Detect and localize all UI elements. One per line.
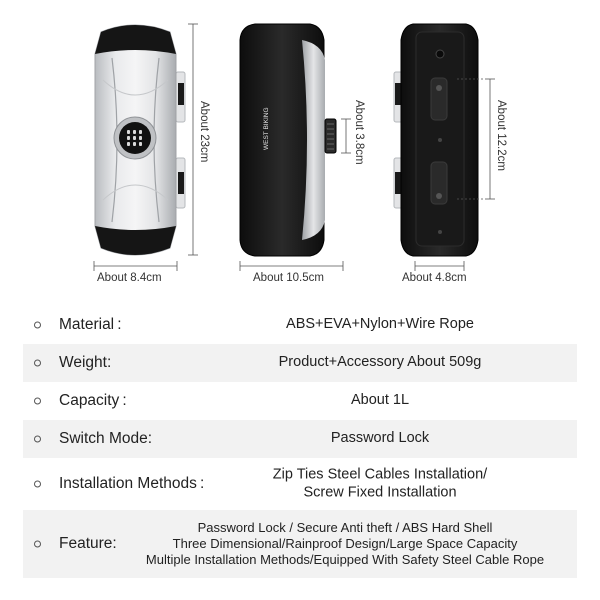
- spec-label: Capacity :: [59, 392, 127, 409]
- spec-row-switch-mode: [23, 420, 577, 458]
- spec-row-installation: [23, 458, 577, 510]
- spec-label: Weight:: [59, 354, 112, 371]
- spec-row-capacity: [23, 382, 577, 420]
- back-mount-label: About 12.2cm: [495, 100, 507, 171]
- side-width-label: About 10.5cm: [253, 272, 324, 284]
- bullet-icon: [34, 481, 41, 488]
- side-view: [240, 24, 336, 256]
- spec-value: Password Lock: [330, 430, 430, 447]
- bullet-icon: [34, 436, 41, 443]
- spec-row-material: [23, 306, 577, 344]
- spec-label: Switch Mode:: [59, 430, 153, 447]
- spec-label: Installation Methods :: [59, 475, 205, 492]
- front-width-label: About 8.4cm: [97, 272, 162, 284]
- bullet-icon: [34, 541, 41, 548]
- spec-label: Material :: [59, 316, 122, 333]
- spec-value: Password Lock / Secure Anti theft / ABS Hard Shell Three Dimensional/Rainproof Design/Large Space Capacity Multiple Installation Methods/Equipped With Safety Steel Cable Rope: [145, 520, 545, 567]
- spec-value: Zip Ties Steel Cables Installation/ Screw Fixed Installation: [272, 466, 488, 500]
- spec-value: About 1L: [350, 392, 410, 409]
- brand-logo: WEST BIKING: [263, 107, 270, 150]
- bullet-icon: [34, 398, 41, 405]
- bullet-icon: [34, 322, 41, 329]
- bullet-icon: [34, 360, 41, 367]
- spec-label: Feature:: [59, 535, 117, 552]
- spec-value: ABS+EVA+Nylon+Wire Rope: [286, 316, 474, 333]
- side-knob-label: About 3.8cm: [353, 100, 365, 165]
- mount-slot-top: [431, 78, 447, 120]
- back-width-label: About 4.8cm: [402, 272, 467, 284]
- front-view: [95, 25, 185, 255]
- back-view: [394, 24, 478, 256]
- spec-value: Product+Accessory About 509g: [278, 354, 482, 371]
- front-height-label: About 23cm: [198, 101, 210, 163]
- spec-row-feature: [23, 510, 577, 578]
- spec-row-weight: [23, 344, 577, 382]
